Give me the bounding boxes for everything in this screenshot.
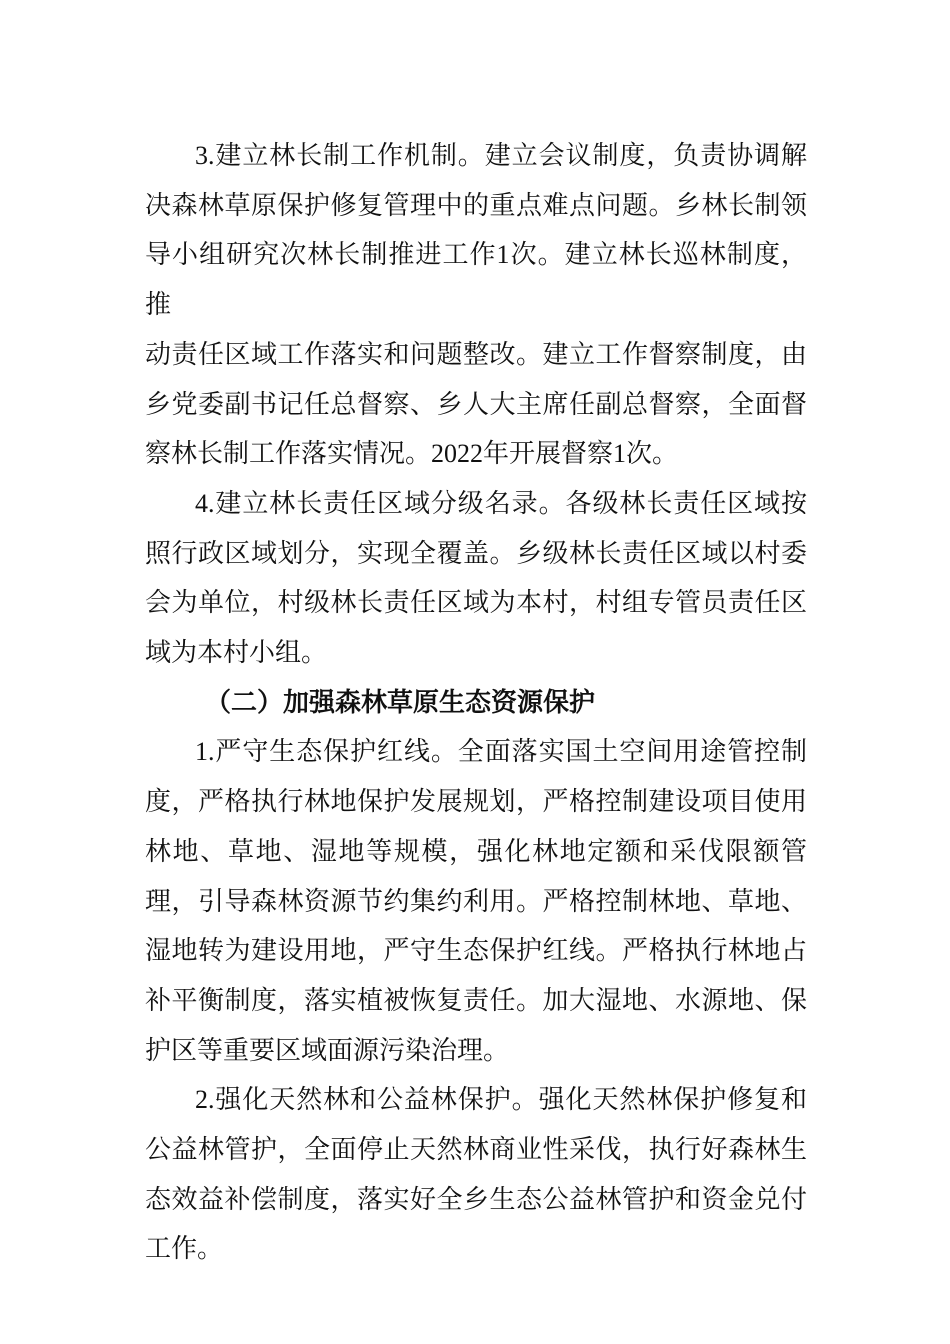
text-line: 湿地转为建设用地，严守生态保护红线。严格执行林地占 [145, 936, 807, 966]
text-line: 林地、草地、湿地等规模，强化林地定额和采伐限额管 [145, 836, 807, 866]
document-page [145, 131, 807, 1274]
text-line: 会为单位，村级林长责任区域为本村，村组专管员责任区 [145, 588, 807, 618]
paragraph-forest-chief-mechanism [145, 131, 807, 479]
text-line: 决森林草原保护修复管理中的重点难点问题。乡林长制领 [145, 190, 807, 220]
paragraph-responsibility-areas [145, 479, 807, 678]
text-line: 理，引导森林资源节约集约利用。严格控制林地、草地、 [145, 886, 807, 916]
paragraph-natural-forest-protection [145, 1075, 807, 1274]
text-line: 4.建立林长责任区域分级名录。各级林长责任区域按 [195, 488, 807, 518]
section-heading: （二）加强森林草原生态资源保护 [205, 687, 596, 717]
text-line: 护区等重要区域面源污染治理。 [145, 1035, 510, 1065]
text-line: 度，严格执行林地保护发展规划，严格控制建设项目使用 [145, 787, 807, 817]
text-line: 照行政区域划分，实现全覆盖。乡级林长责任区域以村委 [145, 538, 807, 568]
text-line: 乡党委副书记任总督察、乡人大主席任副总督察，全面督 [145, 389, 807, 419]
text-line: 域为本村小组。 [145, 638, 328, 668]
text-line: 工作。 [145, 1234, 224, 1264]
text-line: 1.严守生态保护红线。全面落实国土空间用途管控制 [195, 737, 807, 767]
text-line: 导小组研究次林长制推进工作1次。建立林长巡林制度，推 [145, 240, 807, 320]
paragraph-ecological-redline [145, 727, 807, 1075]
text-line: 察林长制工作落实情况。2022年开展督察1次。 [145, 439, 679, 469]
text-line: 补平衡制度，落实植被恢复责任。加大湿地、水源地、保 [145, 985, 807, 1015]
text-line: 公益林管护，全面停止天然林商业性采伐，执行好森林生 [145, 1135, 807, 1165]
text-line: 动责任区域工作落实和问题整改。建立工作督察制度，由 [145, 339, 807, 369]
text-line: 2.强化天然林和公益林保护。强化天然林保护修复和 [195, 1085, 807, 1115]
text-line: 态效益补偿制度，落实好全乡生态公益林管护和资金兑付 [145, 1184, 807, 1214]
text-line: 3.建立林长制工作机制。建立会议制度，负责协调解 [195, 141, 807, 170]
